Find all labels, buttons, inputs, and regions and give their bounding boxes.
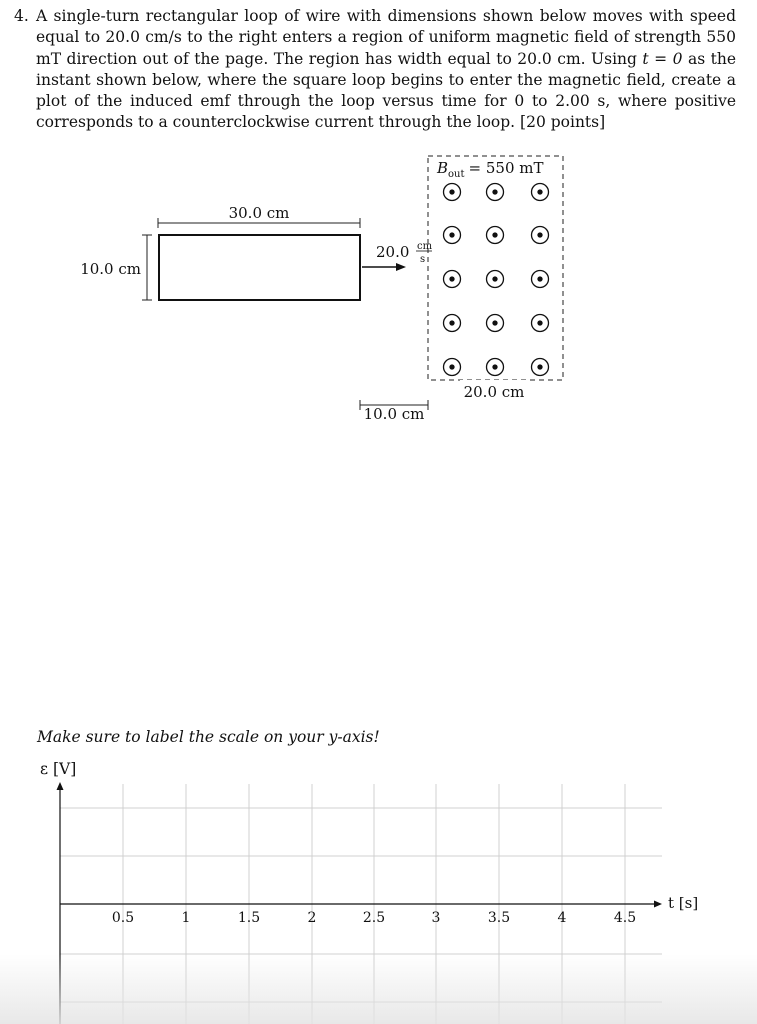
field-label-B: B [437,159,449,177]
field-label-value: = 550 mT [468,159,544,177]
problem-text-part-2: as the instant shown below, where the square loop begins to enter the magnetic field, create a plot of the induced emf through the loop versus time for 0 to 2.00 s, where positive corresponds to a counterclockwise current through the loop. [20 points] [36,49,737,132]
loop-figure [0,140,757,580]
field-dot-grid [444,184,549,376]
x-axis-arrow [654,901,662,908]
field-label [436,159,543,180]
x-axis-label: t [s] [668,894,699,912]
out-of-page-dot-icon [444,271,461,288]
x-tick-label: 3 [431,910,441,926]
y-axis-arrow [57,782,64,790]
height-label: 10.0 cm [80,260,141,278]
width-label: 30.0 cm [228,204,290,222]
x-tick-label: 0.5 [111,910,135,926]
out-of-page-dot-icon [532,184,549,201]
speed-unit-denominator: s [420,254,426,265]
out-of-page-dot-icon [532,271,549,288]
velocity-arrow [362,263,406,271]
out-of-page-dot-icon [444,227,461,244]
x-tick-label: 4.5 [613,910,637,926]
x-tick-label: 1 [181,910,191,926]
out-of-page-dot-icon [487,359,504,376]
x-tick-label: 1.5 [237,910,261,926]
problem-time-zero: t = 0 [642,49,683,68]
region-width-label: 20.0 cm [463,383,525,401]
answer-graph[interactable] [0,774,757,1024]
wire-loop [159,235,360,300]
x-tick-label: 2.5 [362,910,386,926]
out-of-page-dot-icon [532,227,549,244]
x-tick-label: 3.5 [487,910,511,926]
out-of-page-dot-icon [532,315,549,332]
height-dimension [142,235,152,300]
out-of-page-dot-icon [487,271,504,288]
field-label-subscript: out [448,169,465,180]
instruction-note: Make sure to label the scale on your y-axis! [37,728,380,746]
speed-value: 20.0 [376,243,410,261]
speed-unit-numerator: cm [417,241,433,252]
gap-label: 10.0 cm [363,405,425,423]
x-tick-label: 2 [307,910,317,926]
out-of-page-dot-icon [487,315,504,332]
problem-text-part-1: A single-turn rectangular loop of wire with dimensions shown below moves with speed equal to 20.0 cm/s to the right enters a region of uniform magnetic field of strength 550 mT direction out of the page. The region has width equal to 20.0 cm. Using [36,7,736,68]
out-of-page-dot-icon [487,184,504,201]
out-of-page-dot-icon [532,359,549,376]
problem-body [36,6,736,134]
problem-number: 4. [14,7,29,25]
out-of-page-dot-icon [444,184,461,201]
problem-statement [14,6,736,134]
out-of-page-dot-icon [444,359,461,376]
out-of-page-dot-icon [487,227,504,244]
y-axis-label: ε [V] [40,760,77,778]
out-of-page-dot-icon [444,315,461,332]
x-tick-labels [112,910,636,926]
x-tick-label: 4 [557,910,567,926]
